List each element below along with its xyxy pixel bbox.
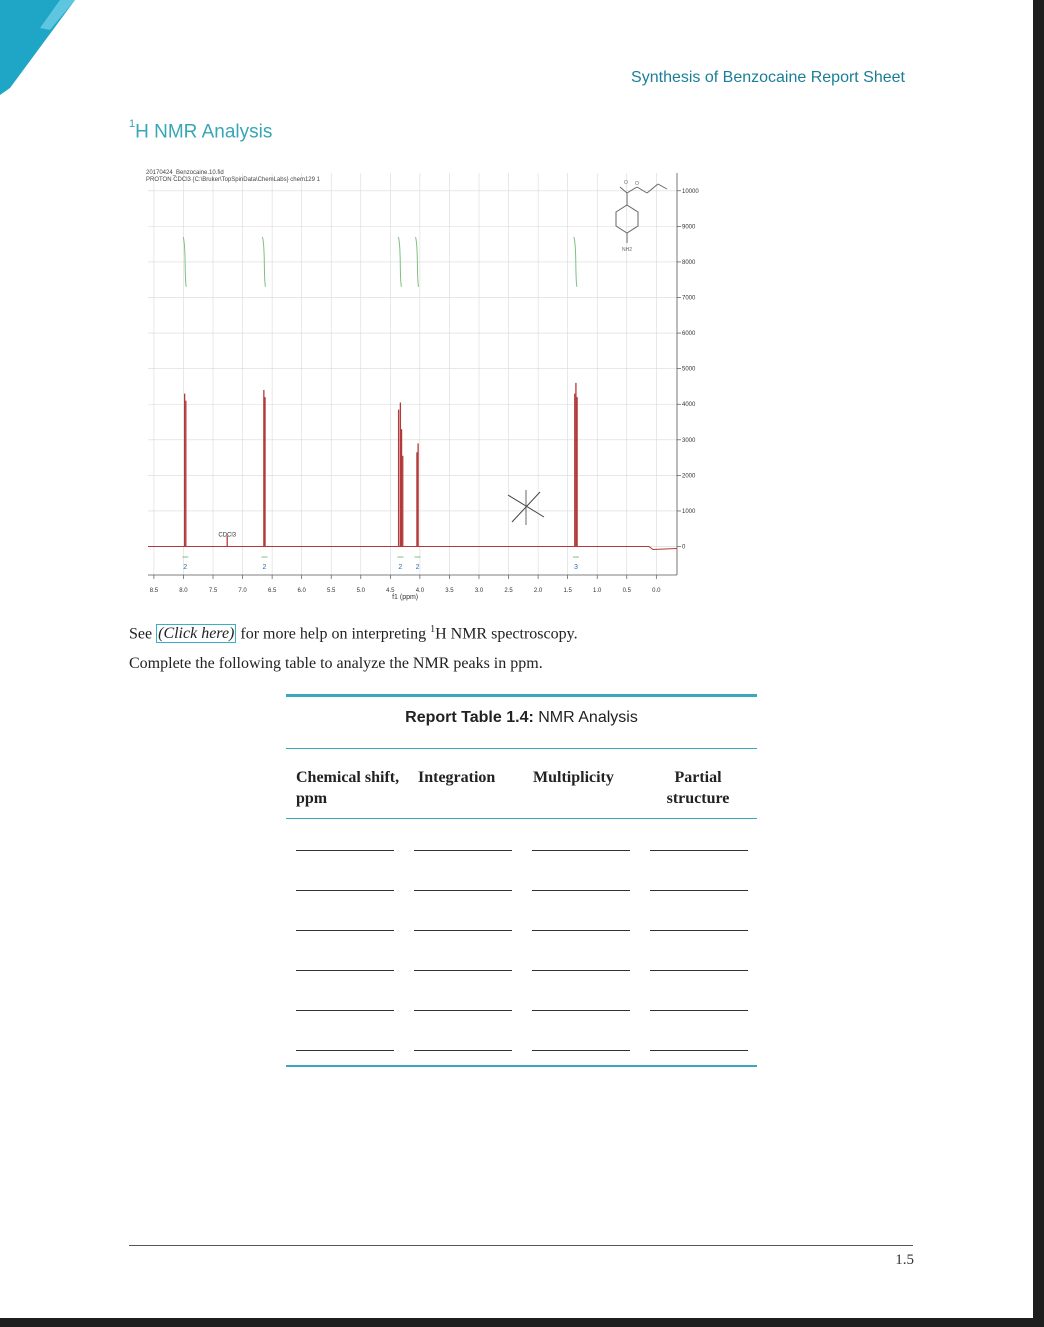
help-line: [129, 624, 578, 643]
answer-blank[interactable]: [650, 970, 748, 971]
help-superscript: 1: [430, 624, 436, 635]
x-tick-label: 8.0: [179, 588, 188, 594]
header-chemical-shift: Chemical shift, ppm: [296, 769, 400, 807]
help-text: for more help on interpreting: [240, 625, 427, 643]
answer-blank[interactable]: [296, 1050, 394, 1051]
y-tick-label: 7000: [682, 295, 696, 302]
header-integration: Integration: [418, 769, 496, 786]
answer-blank[interactable]: [414, 970, 512, 971]
x-tick-label: 2.0: [533, 588, 543, 594]
x-tick-label: 0.5: [622, 588, 631, 594]
answer-blank[interactable]: [414, 1050, 512, 1051]
x-tick-label: 2.5: [504, 588, 513, 594]
answer-blank[interactable]: [532, 850, 630, 851]
answer-blank[interactable]: [650, 890, 748, 891]
answer-blank[interactable]: [296, 970, 394, 971]
answer-blank[interactable]: [650, 850, 748, 851]
instruction-text: Complete the following table to analyze the NMR peaks in ppm.: [129, 655, 543, 672]
x-tick-label: 6.5: [267, 588, 277, 594]
heading-superscript: 1: [129, 118, 136, 130]
answer-blank[interactable]: [650, 930, 748, 931]
x-tick-label: 4.5: [386, 588, 395, 594]
answer-blank[interactable]: [414, 850, 512, 851]
x-tick-label: 1.5: [563, 588, 572, 594]
report-sheet-title: Synthesis of Benzocaine Report Sheet: [631, 69, 905, 86]
x-axis-label: f1 (ppm): [392, 594, 419, 601]
y-tick-label: 5000: [682, 366, 696, 373]
table-header-rule-bottom: [286, 818, 757, 819]
y-tick-label: 2000: [682, 473, 696, 480]
click-here-link[interactable]: (Click here): [158, 625, 235, 643]
x-tick-label: 7.5: [208, 588, 218, 594]
ester-oxygen-label: O: [635, 181, 639, 187]
answer-blank[interactable]: [650, 1050, 748, 1051]
y-tick-label: 6000: [682, 331, 696, 338]
x-tick-label: 0.0: [652, 588, 661, 594]
answer-blank[interactable]: [532, 890, 630, 891]
table-bottom-rule: [286, 1065, 757, 1067]
x-tick-label: 3.5: [445, 588, 454, 594]
section-heading: [129, 118, 273, 143]
y-tick-label: 8000: [682, 259, 696, 266]
answer-blank[interactable]: [296, 1010, 394, 1011]
nmr-spectrum-chart: [140, 165, 705, 605]
answer-blank[interactable]: [532, 930, 630, 931]
chart-file-line-1: 20170424_Benzocaine.10.fid: [146, 170, 224, 176]
integral-label: 3: [573, 564, 578, 571]
x-tick-label: 8.5: [149, 588, 159, 594]
answer-blank[interactable]: [414, 930, 512, 931]
page-number: 1.5: [895, 1252, 914, 1268]
integral-label: 2: [262, 564, 267, 571]
y-tick-label: 9000: [682, 224, 696, 231]
y-tick-label: 3000: [682, 437, 696, 444]
y-tick-label: 4000: [682, 402, 696, 409]
answer-blank[interactable]: [532, 1010, 630, 1011]
answer-blank[interactable]: [414, 1010, 512, 1011]
x-tick-label: 3.0: [474, 588, 484, 594]
x-tick-label: 6.0: [297, 588, 306, 594]
answer-blank[interactable]: [532, 970, 630, 971]
footer-rule: [129, 1245, 913, 1246]
x-tick-label: 1.0: [593, 588, 602, 594]
x-tick-label: 7.0: [238, 588, 247, 594]
y-tick-label: 10000: [682, 188, 699, 195]
answer-blank[interactable]: [296, 890, 394, 891]
y-tick-label: 0: [682, 544, 686, 551]
carbonyl-oxygen-label: O: [624, 180, 628, 186]
integral-label: 2: [183, 564, 188, 571]
answer-blank[interactable]: [650, 1010, 748, 1011]
y-tick-label: 1000: [682, 508, 696, 515]
x-tick-label: 5.0: [356, 588, 365, 594]
table-header-rule-top: [286, 748, 757, 749]
integral-label: 2: [415, 564, 420, 571]
integral-label: 2: [398, 564, 403, 571]
table-top-rule: [286, 694, 757, 697]
see-text: See: [129, 625, 153, 643]
table-caption-label: Report Table 1.4:: [405, 709, 534, 726]
help-text-end: H NMR spectroscopy.: [435, 625, 578, 643]
table-caption: [286, 709, 757, 727]
solvent-annotation: CDCl3: [218, 532, 237, 539]
table-caption-text: NMR Analysis: [538, 709, 638, 726]
heading-text: H NMR Analysis: [135, 121, 273, 143]
amine-label: NH2: [622, 247, 633, 253]
header-multiplicity: Multiplicity: [533, 769, 614, 786]
header-partial-structure: Partial structure: [666, 769, 730, 807]
x-tick-label: 4.0: [415, 588, 425, 594]
corner-decoration: [0, 0, 90, 95]
x-tick-label: 5.5: [327, 588, 336, 594]
answer-blank[interactable]: [414, 890, 512, 891]
answer-blank[interactable]: [296, 930, 394, 931]
chart-file-line-2: PROTON CDCl3 {C:\Bruker\TopSpinData\ChemLabs} chem129 1: [146, 177, 320, 183]
answer-blank[interactable]: [296, 850, 394, 851]
answer-blank[interactable]: [532, 1050, 630, 1051]
